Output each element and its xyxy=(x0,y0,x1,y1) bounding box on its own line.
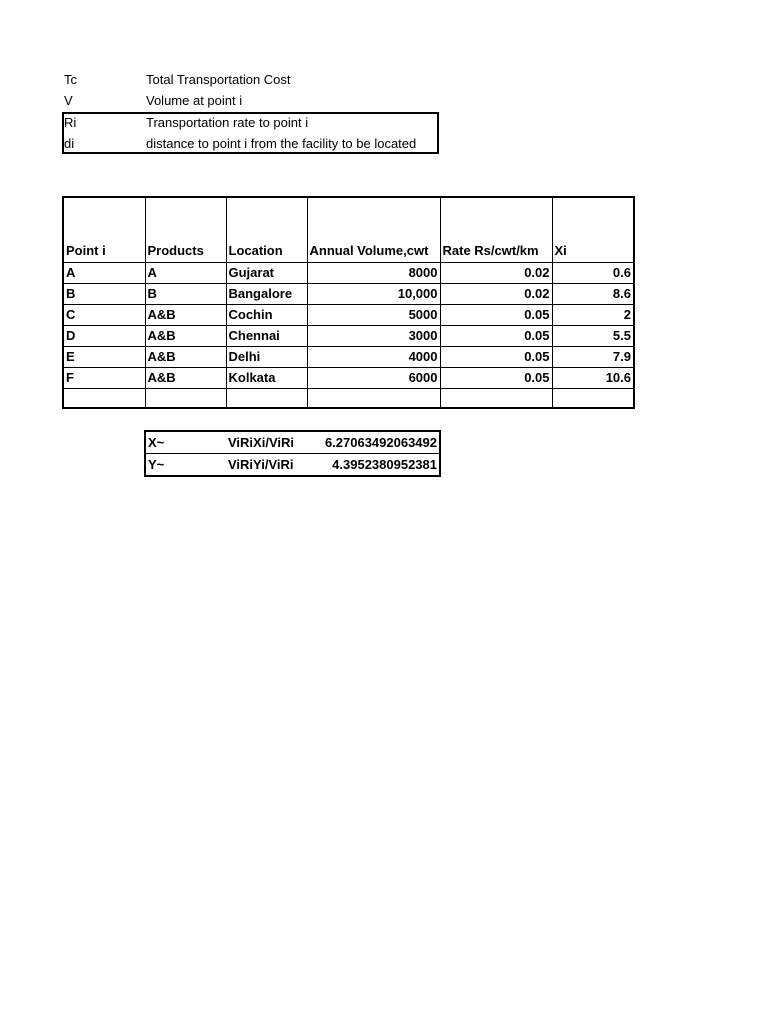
cell-products[interactable]: A&B xyxy=(145,367,226,388)
summary-table xyxy=(144,430,441,477)
cell-location[interactable]: Delhi xyxy=(226,346,307,367)
cell-location[interactable]: Kolkata xyxy=(226,367,307,388)
table-row xyxy=(63,346,634,367)
transport-table xyxy=(62,196,635,409)
cell-location[interactable]: Chennai xyxy=(226,325,307,346)
table-row xyxy=(63,304,634,325)
cell-location[interactable]: Gujarat xyxy=(226,262,307,283)
empty-cell[interactable] xyxy=(226,388,307,408)
summary-value[interactable]: 4.3952380952381 xyxy=(332,457,437,472)
column-header-annual-volume[interactable]: Annual Volume,cwt xyxy=(307,197,440,262)
cell-xi[interactable]: 2 xyxy=(552,304,634,325)
legend-description: Volume at point i xyxy=(146,93,243,108)
cell-location[interactable]: Cochin xyxy=(226,304,307,325)
table-row xyxy=(63,325,634,346)
empty-cell[interactable] xyxy=(552,388,634,408)
cell-products[interactable]: A&B xyxy=(145,325,226,346)
cell-point[interactable]: B xyxy=(63,283,145,304)
empty-cell[interactable] xyxy=(440,388,552,408)
summary-row xyxy=(145,431,440,454)
cell-products[interactable]: A&B xyxy=(145,304,226,325)
legend-key: Tc xyxy=(64,72,77,87)
empty-cell[interactable] xyxy=(63,388,145,408)
legend-key: di xyxy=(64,136,75,151)
cell-location[interactable]: Bangalore xyxy=(226,283,307,304)
cell-xi[interactable]: 7.9 xyxy=(552,346,634,367)
legend-key: Ri xyxy=(64,115,77,130)
cell-rate[interactable]: 0.05 xyxy=(440,346,552,367)
cell-products[interactable]: A xyxy=(145,262,226,283)
legend-description: Total Transportation Cost xyxy=(146,72,291,87)
cell-rate[interactable]: 0.05 xyxy=(440,367,552,388)
cell-volume[interactable]: 5000 xyxy=(307,304,440,325)
cell-volume[interactable]: 8000 xyxy=(307,262,440,283)
column-header-xi[interactable]: Xi xyxy=(552,197,634,262)
legend-row xyxy=(0,69,768,90)
cell-rate[interactable]: 0.02 xyxy=(440,283,552,304)
table-row-empty xyxy=(63,388,634,408)
summary-symbol[interactable]: X~ xyxy=(145,431,226,454)
cell-volume[interactable]: 4000 xyxy=(307,346,440,367)
cell-point[interactable]: A xyxy=(63,262,145,283)
table-header-row xyxy=(63,197,634,262)
summary-row xyxy=(145,454,440,477)
cell-xi[interactable]: 0.6 xyxy=(552,262,634,283)
column-header-rate[interactable]: Rate Rs/cwt/km xyxy=(440,197,552,262)
column-header-location[interactable]: Location xyxy=(226,197,307,262)
cell-volume[interactable]: 6000 xyxy=(307,367,440,388)
cell-volume[interactable]: 3000 xyxy=(307,325,440,346)
summary-value[interactable]: 6.27063492063492 xyxy=(316,431,440,454)
legend-key: V xyxy=(64,93,73,108)
cell-point[interactable]: C xyxy=(63,304,145,325)
table-row xyxy=(63,367,634,388)
legend-row xyxy=(0,112,768,133)
cell-xi[interactable]: 8.6 xyxy=(552,283,634,304)
cell-products[interactable]: B xyxy=(145,283,226,304)
legend-description: distance to point i from the facility to be located xyxy=(146,136,417,151)
summary-formula[interactable]: ViRiYi/ViRi xyxy=(228,457,294,472)
legend-row xyxy=(0,133,768,154)
table-row xyxy=(63,283,634,304)
cell-point[interactable]: D xyxy=(63,325,145,346)
legend-row xyxy=(0,90,768,111)
cell-rate[interactable]: 0.05 xyxy=(440,304,552,325)
column-header-products[interactable]: Products xyxy=(145,197,226,262)
legend-description: Transportation rate to point i xyxy=(146,115,309,130)
summary-symbol[interactable]: Y~ xyxy=(148,457,165,472)
cell-rate[interactable]: 0.05 xyxy=(440,325,552,346)
empty-cell[interactable] xyxy=(145,388,226,408)
cell-rate[interactable]: 0.02 xyxy=(440,262,552,283)
summary-formula[interactable]: ViRiXi/ViRi xyxy=(226,431,316,454)
table-row xyxy=(63,262,634,283)
cell-products[interactable]: A&B xyxy=(145,346,226,367)
column-header-point[interactable]: Point i xyxy=(63,197,145,262)
cell-point[interactable]: F xyxy=(63,367,145,388)
cell-xi[interactable]: 10.6 xyxy=(552,367,634,388)
cell-point[interactable]: E xyxy=(63,346,145,367)
cell-xi[interactable]: 5.5 xyxy=(552,325,634,346)
empty-cell[interactable] xyxy=(307,388,440,408)
cell-volume[interactable]: 10,000 xyxy=(307,283,440,304)
